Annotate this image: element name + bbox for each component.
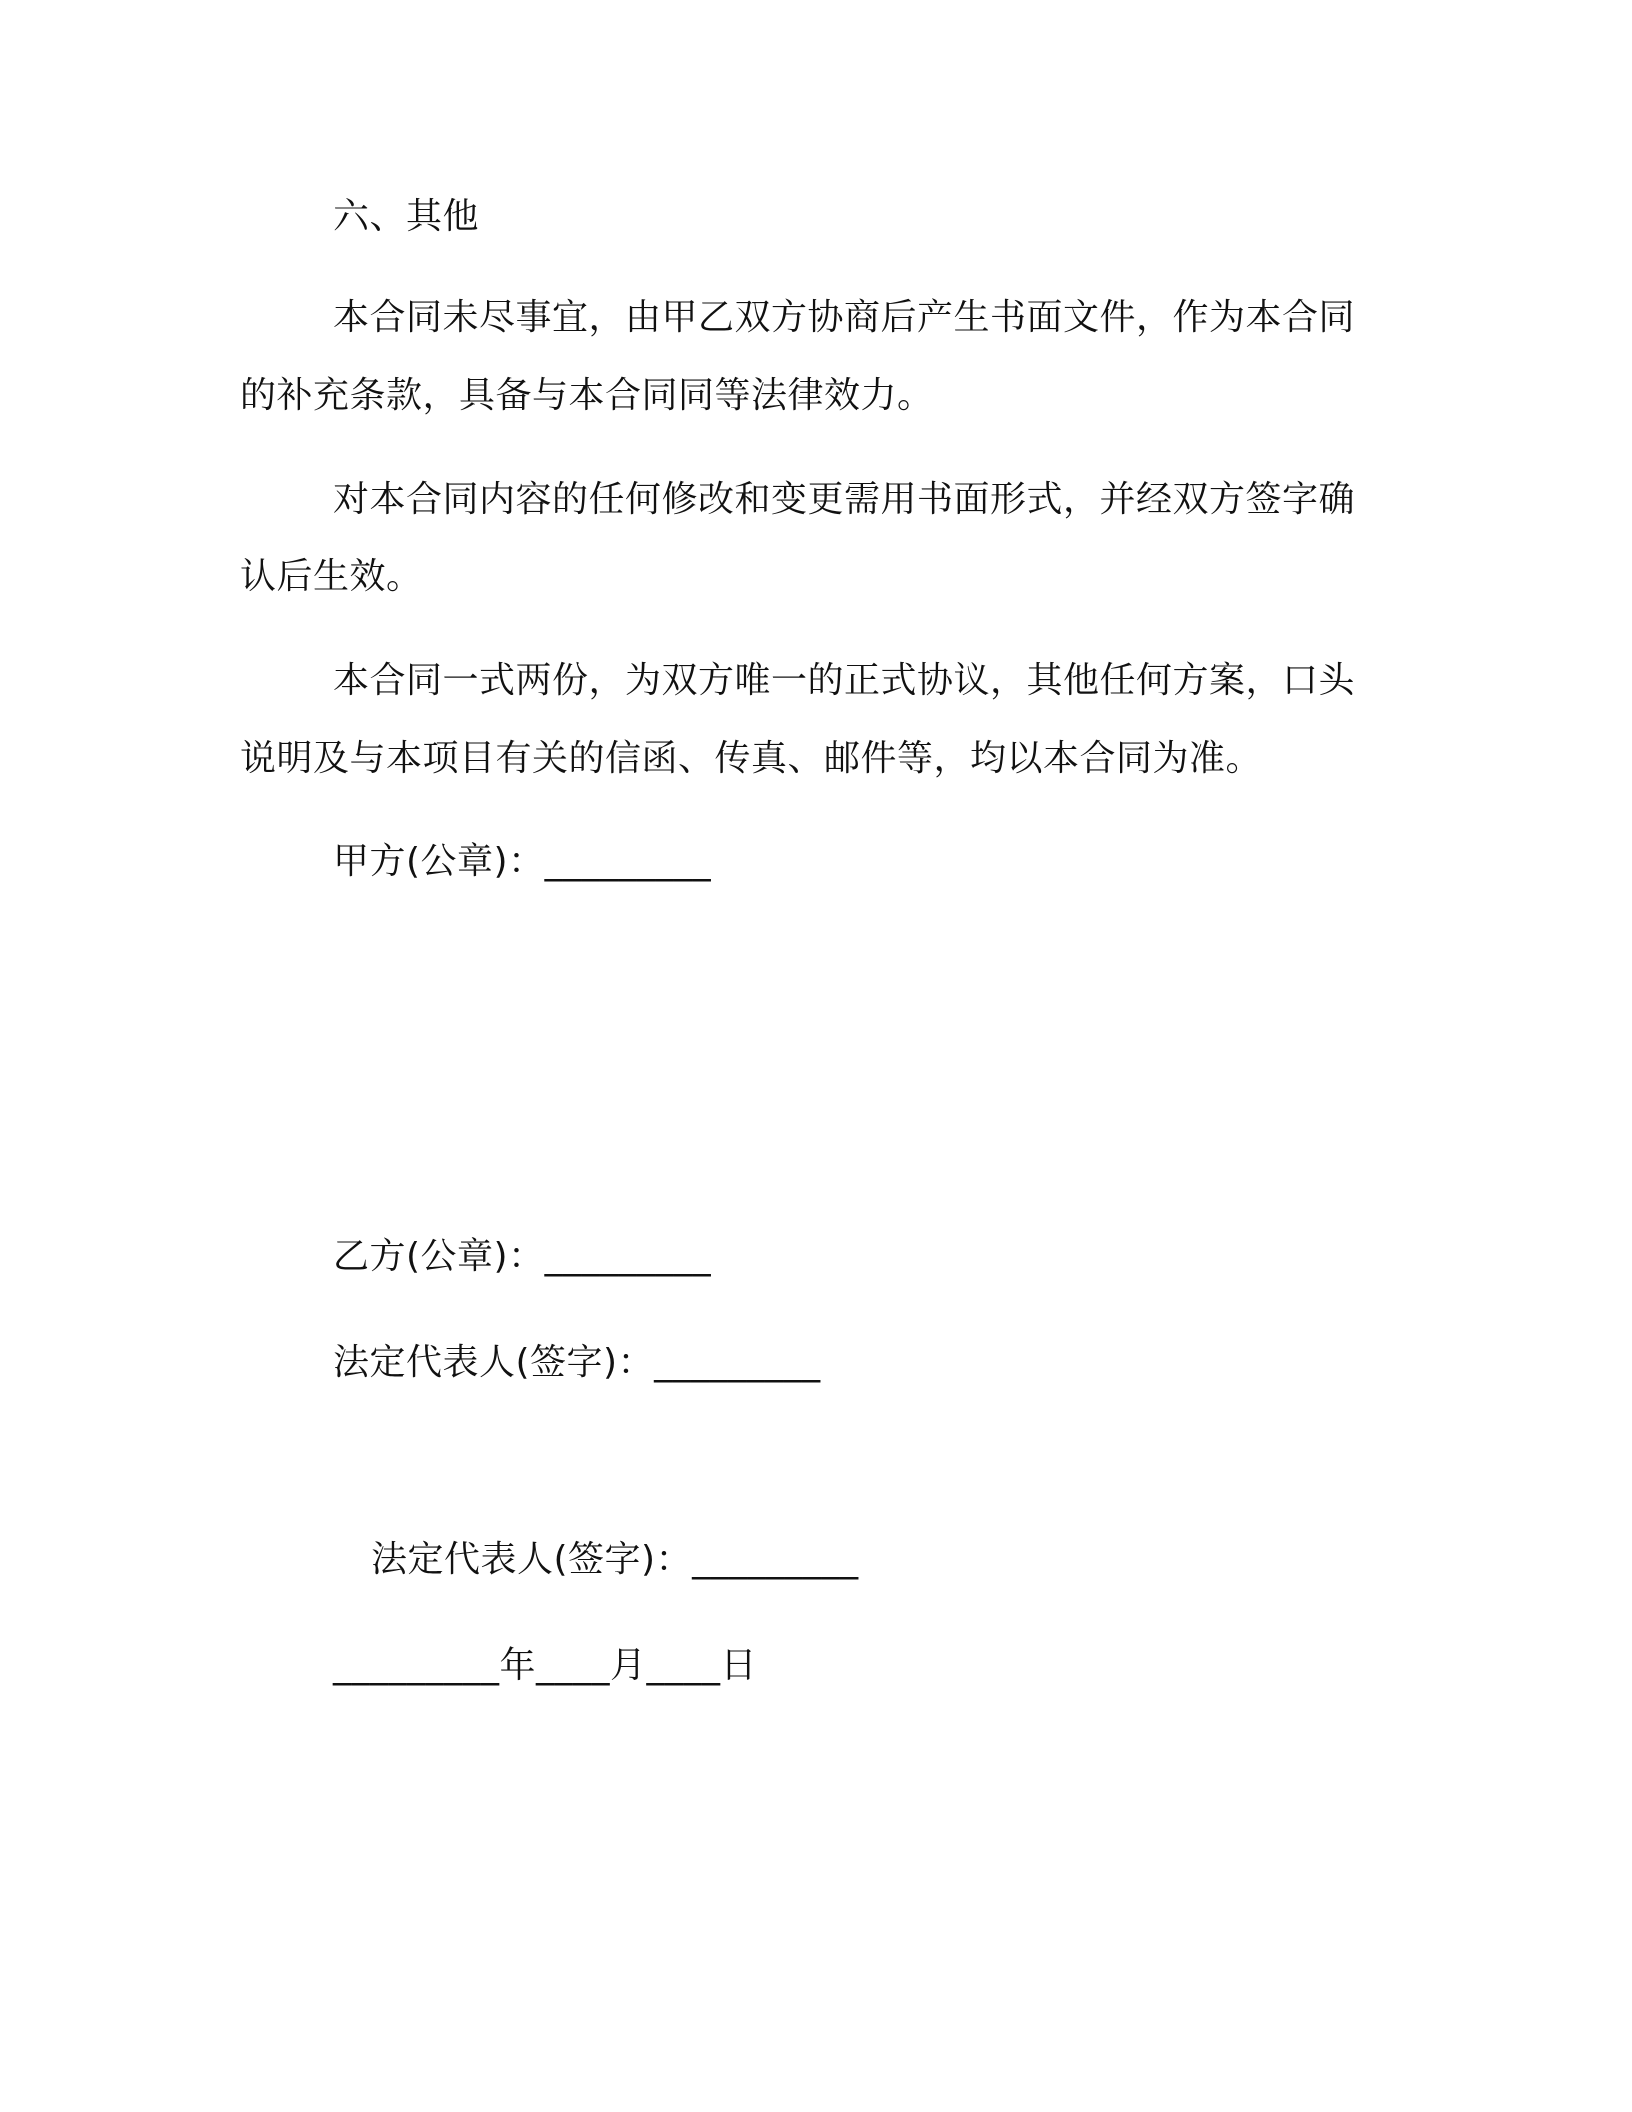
- paragraph-2-line-1: 对本合同内容的任何修改和变更需用书面形式，并经双方签字确: [333, 479, 1356, 520]
- paragraph-3-line-2: 说明及与本项目有关的信函、传真、邮件等，均以本合同为准。: [240, 738, 1263, 779]
- paragraph-2-line-2: 认后生效。: [240, 556, 423, 597]
- paragraph-1-line-1: 本合同未尽事宜，由甲乙双方协商后产生书面文件，作为本合同: [333, 297, 1356, 338]
- party-b-seal-line: 乙方(公章)：_________: [333, 1236, 712, 1277]
- party-a-seal-line: 甲方(公章)：_________: [333, 841, 712, 882]
- date-line: _________年____月____日: [333, 1645, 757, 1686]
- legal-representative-signature-line-1: 法定代表人(签字)：_________: [333, 1342, 821, 1383]
- section-heading: 六、其他: [333, 196, 480, 237]
- legal-representative-signature-line-2: 法定代表人(签字)：_________: [371, 1539, 859, 1580]
- paragraph-3-line-1: 本合同一式两份，为双方唯一的正式协议，其他任何方案，口头: [333, 660, 1356, 701]
- paragraph-1-line-2: 的补充条款，具备与本合同同等法律效力。: [240, 375, 934, 416]
